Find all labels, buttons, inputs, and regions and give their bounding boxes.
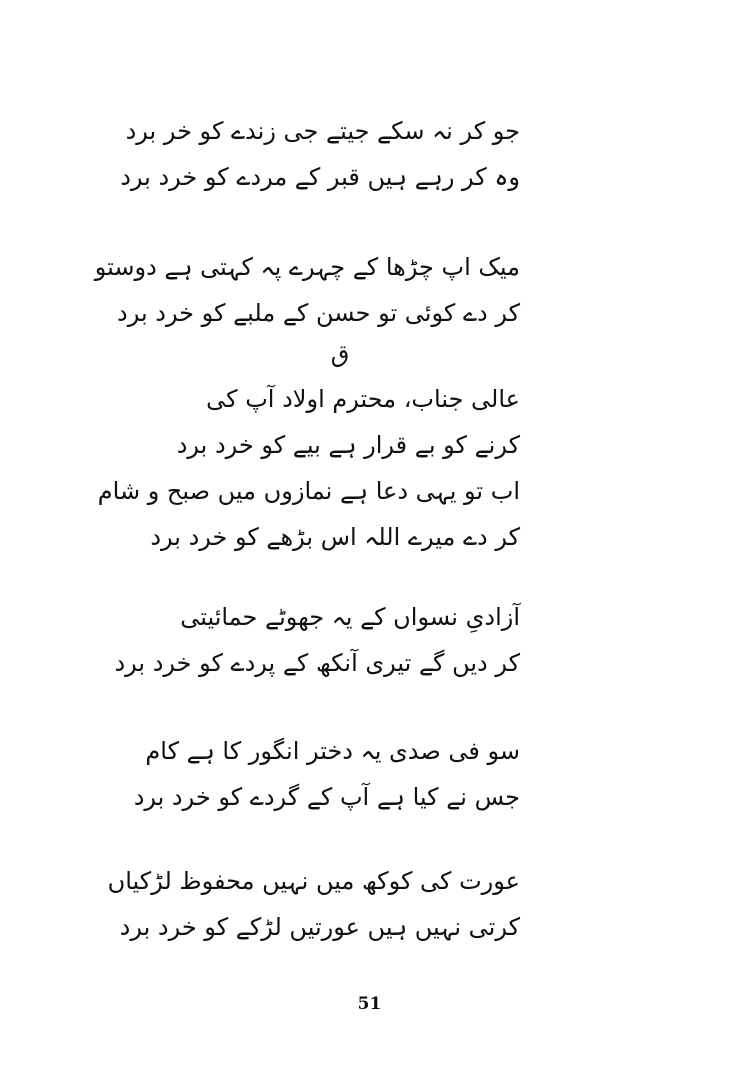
verse-line: سو فی صدی یہ دختر انگور کا ہے کام: [145, 737, 520, 765]
verse-line: آزادیِ نسواں کے یہ جھوٹے حمائیتی: [180, 603, 520, 631]
stanza-4: [114, 594, 520, 686]
verse-line: جس نے کیا ہے آپ کے گردے کو خرد برد: [133, 783, 520, 811]
stanza-1: [120, 108, 520, 200]
qita-marker: ق: [330, 340, 350, 368]
verse-line: کرتی نہیں ہیں عورتیں لڑکے کو خرد برد: [119, 913, 520, 941]
stanza-2: [94, 244, 520, 336]
verse-line: عالی جناب، محترم اولاد آپ کی: [206, 385, 520, 413]
verse-line: کر دے میرے اللہ اس بڑھے کو خرد برد: [150, 523, 520, 551]
verse-line: میک اپ چڑھا کے چہرے پہ کہتی ہے دوستو: [94, 253, 520, 281]
verse-line: عورت کی کوکھ میں نہیں محفوظ لڑکیاں: [107, 867, 520, 895]
verse-line: کرنے کو بے قرار ہے بیے کو خرد برد: [176, 431, 520, 459]
stanza-5: [133, 728, 520, 820]
page-number: 51: [357, 994, 382, 1014]
verse-line: وہ کر رہے ہیں قبر کے مردے کو خرد برد: [120, 163, 520, 191]
verse-line: کر دیں گے تیری آنکھ کے پردے کو خرد برد: [114, 649, 520, 677]
verse-line: اب تو یہی دعا ہے نمازوں میں صبح و شام: [97, 477, 520, 505]
verse-line: جو کر نہ سکے جیتے جی زندے کو خر برد: [125, 117, 520, 145]
stanza-3: [97, 376, 520, 560]
verse-line: کر دے کوئی تو حسن کے ملبے کو خرد برد: [117, 299, 520, 327]
stanza-6: [107, 858, 520, 950]
